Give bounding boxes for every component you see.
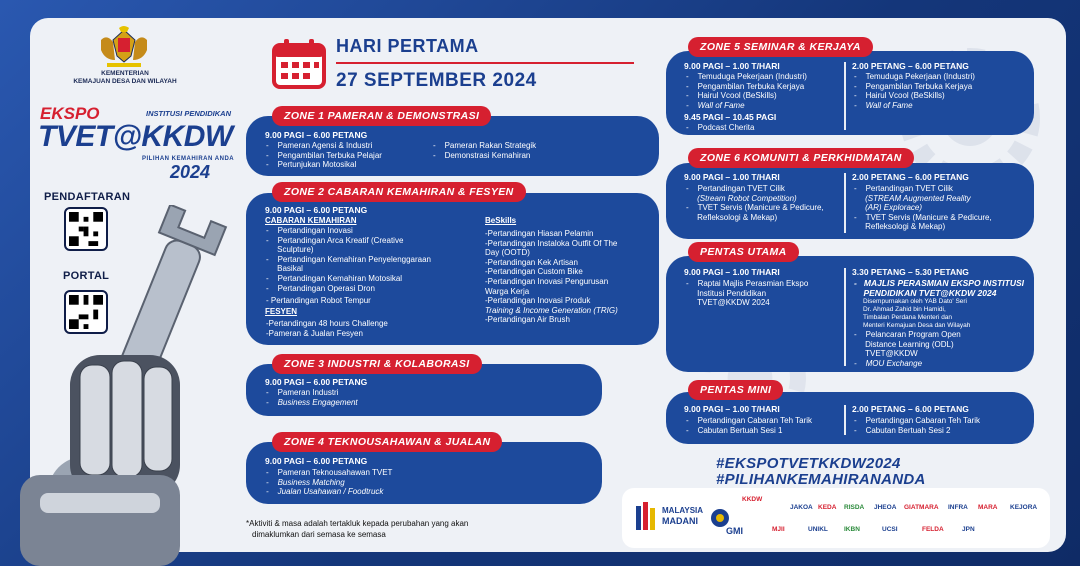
pentas-mini-title: PENTAS MINI	[688, 380, 783, 400]
list-item: Day (OOTD)	[485, 248, 530, 258]
footnote-line: *Aktiviti & masa adalah tertakluk kepada perubahan yang akan	[246, 519, 469, 528]
coat-of-arms-icon	[95, 26, 153, 70]
list-item: Dr. Ahmad Zahid bin Hamidi,	[863, 306, 946, 314]
pentas-utama-time-b: 3.30 PETANG – 5.30 PETANG	[852, 267, 969, 277]
list-item: Training & Income Generation (TRIG)	[485, 305, 618, 315]
zone3-title: ZONE 3 INDUSTRI & KOLABORASI	[272, 354, 482, 374]
zone3-time: 9.00 PAGI – 6.00 PETANG	[265, 377, 368, 387]
list-item: - Pertandingan Arca Kreatif (Creative	[266, 235, 404, 245]
list-item: Disempurnakan oleh YAB Dato' Seri	[863, 298, 968, 306]
list-item: - MOU Exchange	[854, 358, 923, 368]
list-item: Basikal	[277, 264, 303, 274]
logo-tvet: TVET@KKDW	[38, 120, 233, 153]
list-item: - Temuduga Pekerjaan (Industri)	[854, 72, 975, 81]
list-item: TVET@KKDW 2024	[697, 298, 770, 308]
zone4-time: 9.00 PAGI – 6.00 PETANG	[265, 456, 368, 466]
list-item: Refleksologi & Mekap)	[865, 222, 946, 232]
list-item: - Pameran Rakan Strategik	[433, 141, 537, 150]
hashtag-pilihan[interactable]: #PILIHANKEMAHIRANANDA	[716, 471, 926, 488]
pentas-mini-list-b	[854, 416, 980, 435]
list-item: -Pertandingan Hiasan Pelamin	[485, 229, 594, 238]
zone2-cabaran-list	[266, 226, 431, 293]
sponsor-felda: FELDA	[922, 526, 944, 533]
zone5-divider	[844, 62, 846, 130]
sponsor-infra: INFRA	[948, 504, 968, 511]
kkdw-logo-icon	[710, 508, 730, 528]
footnote-line: dimaklumkan dari semasa ke semasa	[252, 530, 386, 539]
list-item: Timbalan Perdana Menteri dan	[863, 314, 953, 322]
zone5-time-b: 9.45 PAGI – 10.45 PAGI	[684, 112, 777, 122]
list-item: - Wall of Fame	[854, 100, 913, 110]
zone4-title: ZONE 4 TEKNOUSAHAWAN & JUALAN	[272, 432, 502, 452]
footnote	[246, 518, 468, 540]
pentas-mini-time-a: 9.00 PAGI – 1.00 T/HARI	[684, 404, 780, 414]
pentas-mini-list-a	[686, 416, 812, 435]
zone4-list	[266, 468, 392, 497]
zone6-title: ZONE 6 KOMUNITI & PERKHIDMATAN	[688, 148, 914, 168]
zone1-right-list	[433, 141, 536, 160]
ministry-name	[60, 70, 190, 86]
zone2-beskills-heading: BeSkills	[485, 216, 517, 225]
pentas-utama-time-a: 9.00 PAGI – 1.00 T/HARI	[684, 267, 780, 277]
list-item: (Stream Robot Competition)	[697, 193, 797, 203]
zone2-time: 9.00 PAGI – 6.00 PETANG	[265, 205, 368, 215]
sponsor-risda: RISDA	[844, 504, 865, 511]
list-item: - Temuduga Pekerjaan (Industri)	[686, 72, 807, 81]
zone2-fesyen-heading: FESYEN	[265, 307, 298, 316]
list-item: - Business Matching	[266, 477, 345, 487]
list-item: Institusi Pendidikan	[697, 288, 767, 298]
sponsor-logos-strip	[622, 488, 1050, 548]
list-item: - Jualan Usahawan / Foodtruck	[266, 487, 384, 497]
list-item: - Cabutan Bertuah Sesi 1	[686, 425, 783, 435]
list-item: - MAJLIS PERASMIAN EKSPO INSTITUSI	[854, 278, 1025, 288]
pentas-mini-divider	[844, 405, 846, 435]
sponsor-unikl: UNIKL	[808, 526, 828, 533]
sponsor-ucsi: UCSI	[882, 526, 898, 533]
list-item: Sculpture)	[277, 245, 314, 255]
zone5-list-c	[854, 72, 975, 110]
zone2-cabaran-heading: CABARAN KEMAHIRAN	[265, 216, 357, 225]
calendar-icon	[272, 37, 326, 89]
list-item: Warga Kerja	[485, 286, 530, 296]
sponsor-malaysia: MALAYSIA	[662, 506, 704, 515]
list-item: - TVET Servis (Manicure & Pedicure,	[854, 212, 992, 222]
list-item: - Pengambilan Terbuka Kerjaya	[854, 81, 973, 91]
logo-tagline: PILIHAN KEMAHIRAN ANDA	[142, 156, 235, 162]
list-item: - Cabutan Bertuah Sesi 2	[854, 425, 951, 435]
zone5-time-a: 9.00 PAGI – 1.00 T/HARI	[684, 61, 780, 71]
list-item: -Pertandingan Custom Bike	[485, 267, 583, 277]
zone3-list	[266, 388, 358, 407]
sponsor-jheoa: JHEOA	[874, 504, 897, 511]
sponsor-jakoa: JAKOA	[790, 504, 813, 511]
sponsor-keda: KEDA	[818, 504, 837, 511]
list-item: - Pameran Teknousahawan TVET	[266, 468, 393, 477]
list-item: -Pertandingan Inovasi Produk	[485, 296, 591, 306]
sponsor-mjii: MJII	[772, 526, 785, 533]
list-item: Refleksologi & Mekap)	[697, 212, 778, 222]
list-item: - Pertandingan Kemahiran Motosikal	[266, 273, 403, 283]
list-item: - Pertandingan Cabaran Teh Tarik	[686, 416, 813, 425]
pentas-utama-list-b	[854, 279, 1024, 369]
list-item: - Wall of Fame	[686, 100, 745, 110]
sponsor-mara: MARA	[978, 504, 998, 511]
ministry-name-line1: KEMENTERIAN	[101, 70, 149, 77]
list-item: -Pertandingan 48 hours Challenge	[266, 319, 388, 328]
sponsor-jpn: JPN	[962, 526, 975, 533]
pentas-utama-divider	[844, 268, 846, 366]
list-item: - Pameran Agensi & Industri	[266, 141, 373, 150]
sponsor-kejora: KEJORA	[1010, 504, 1038, 511]
list-item: PENDIDIKAN TVET@KKDW 2024	[863, 287, 997, 298]
zone5-time-c: 2.00 PETANG – 6.00 PETANG	[852, 61, 969, 71]
list-item: Menteri Kemajuan Desa dan Wilayah	[863, 322, 971, 330]
zone5-list-b	[686, 123, 754, 133]
list-item: -Pertandingan Kek Artisan	[485, 257, 578, 267]
event-logo	[38, 102, 238, 192]
robot-hand-wrench-illustration	[0, 205, 260, 566]
list-item: - Hairul Vcool (BeSkills)	[854, 91, 945, 101]
madani-logo-icon	[634, 502, 658, 534]
zone1-time: 9.00 PAGI – 6.00 PETANG	[265, 130, 368, 140]
list-item: - Pertandingan TVET Cilik	[686, 184, 785, 193]
sponsor-ikbn: IKBN	[844, 526, 860, 533]
zone6-list-b	[854, 184, 992, 232]
list-item: - Demonstrasi Kemahiran	[433, 150, 531, 160]
list-item: - Pengambilan Terbuka Kerjaya	[686, 81, 805, 91]
list-item: - Podcast Cherita	[686, 123, 755, 132]
list-item: - Pameran Industri	[266, 388, 339, 397]
zone6-time-b: 2.00 PETANG – 6.00 PETANG	[852, 172, 969, 182]
pendaftaran-label: PENDAFTARAN	[44, 191, 131, 203]
sponsor-kkdw: KKDW	[742, 496, 763, 503]
zone2-title: ZONE 2 CABARAN KEMAHIRAN & FESYEN	[272, 182, 526, 202]
zone6-time-a: 9.00 PAGI – 1.00 T/HARI	[684, 172, 780, 182]
sponsor-madani: MADANI	[662, 516, 698, 526]
list-item: -Pertandingan Inovasi Pengurusan	[485, 276, 609, 286]
header-divider	[336, 62, 634, 64]
list-item: - Raptai Majlis Perasmian Ekspo	[686, 279, 809, 288]
day-title: HARI PERTAMA	[336, 36, 479, 56]
zone5-title: ZONE 5 SEMINAR & KERJAYA	[688, 37, 873, 57]
list-item: - Pertandingan Cabaran Teh Tarik	[854, 416, 981, 425]
pentas-utama-title: PENTAS UTAMA	[688, 242, 799, 262]
list-item: - Pertandingan TVET Cilik	[854, 184, 953, 193]
ministry-name-line2: KEMAJUAN DESA DAN WILAYAH	[73, 78, 177, 85]
zone2-robot-item: - Pertandingan Robot Tempur	[266, 296, 371, 305]
zone5-list-a	[686, 72, 807, 110]
zone2-fesyen-list	[266, 319, 388, 338]
list-item: -Pameran & Jualan Fesyen	[266, 328, 363, 338]
pentas-utama-list-a	[686, 279, 808, 308]
list-item: - TVET Servis (Manicure & Pedicure,	[686, 203, 824, 213]
zone1-title: ZONE 1 PAMERAN & DEMONSTRASI	[272, 106, 491, 126]
sponsor-gmi: GMI	[726, 526, 743, 536]
list-item: - Pertandingan Kemahiran Penyelenggaraan	[266, 254, 432, 264]
pentas-mini-time-b: 2.00 PETANG – 6.00 PETANG	[852, 404, 969, 414]
hashtag-ekspo[interactable]: #EKSPOTVETKKDW2024	[716, 455, 901, 472]
list-item: TVET@KKDW	[865, 349, 918, 359]
list-item: - Pertandingan Operasi Dron	[266, 283, 375, 293]
list-item: - Business Engagement	[266, 397, 358, 407]
list-item: - Pertandingan Inovasi	[266, 226, 353, 235]
logo-ekspo: EKSPO	[40, 104, 100, 123]
list-item: - Pengambilan Terbuka Pelajar	[266, 150, 382, 160]
list-item: (STREAM Augmented Reality	[865, 193, 971, 203]
list-item: -Pertandingan Instaloka Outfit Of The	[485, 238, 618, 248]
list-item: (AR) Explorace)	[865, 203, 923, 213]
zone1-left-list	[266, 141, 382, 170]
zone6-list-a	[686, 184, 824, 222]
sponsor-giatmara: GIATMARA	[904, 504, 939, 511]
list-item: - Hairul Vcool (BeSkills)	[686, 91, 777, 101]
list-item: -Pertandingan Air Brush	[485, 315, 570, 325]
list-item: - Pelancaran Program Open	[854, 330, 961, 340]
logo-institusi: INSTITUSI PENDIDIKAN	[146, 109, 232, 118]
list-item: - Pertunjukan Motosikal	[266, 160, 357, 170]
event-date: 27 SEPTEMBER 2024	[336, 70, 537, 91]
portal-label: PORTAL	[63, 270, 110, 282]
zone6-divider	[844, 173, 846, 233]
list-item: Distance Learning (ODL)	[865, 339, 954, 349]
logo-year: 2024	[170, 162, 211, 182]
zone2-beskills-list	[485, 229, 618, 325]
